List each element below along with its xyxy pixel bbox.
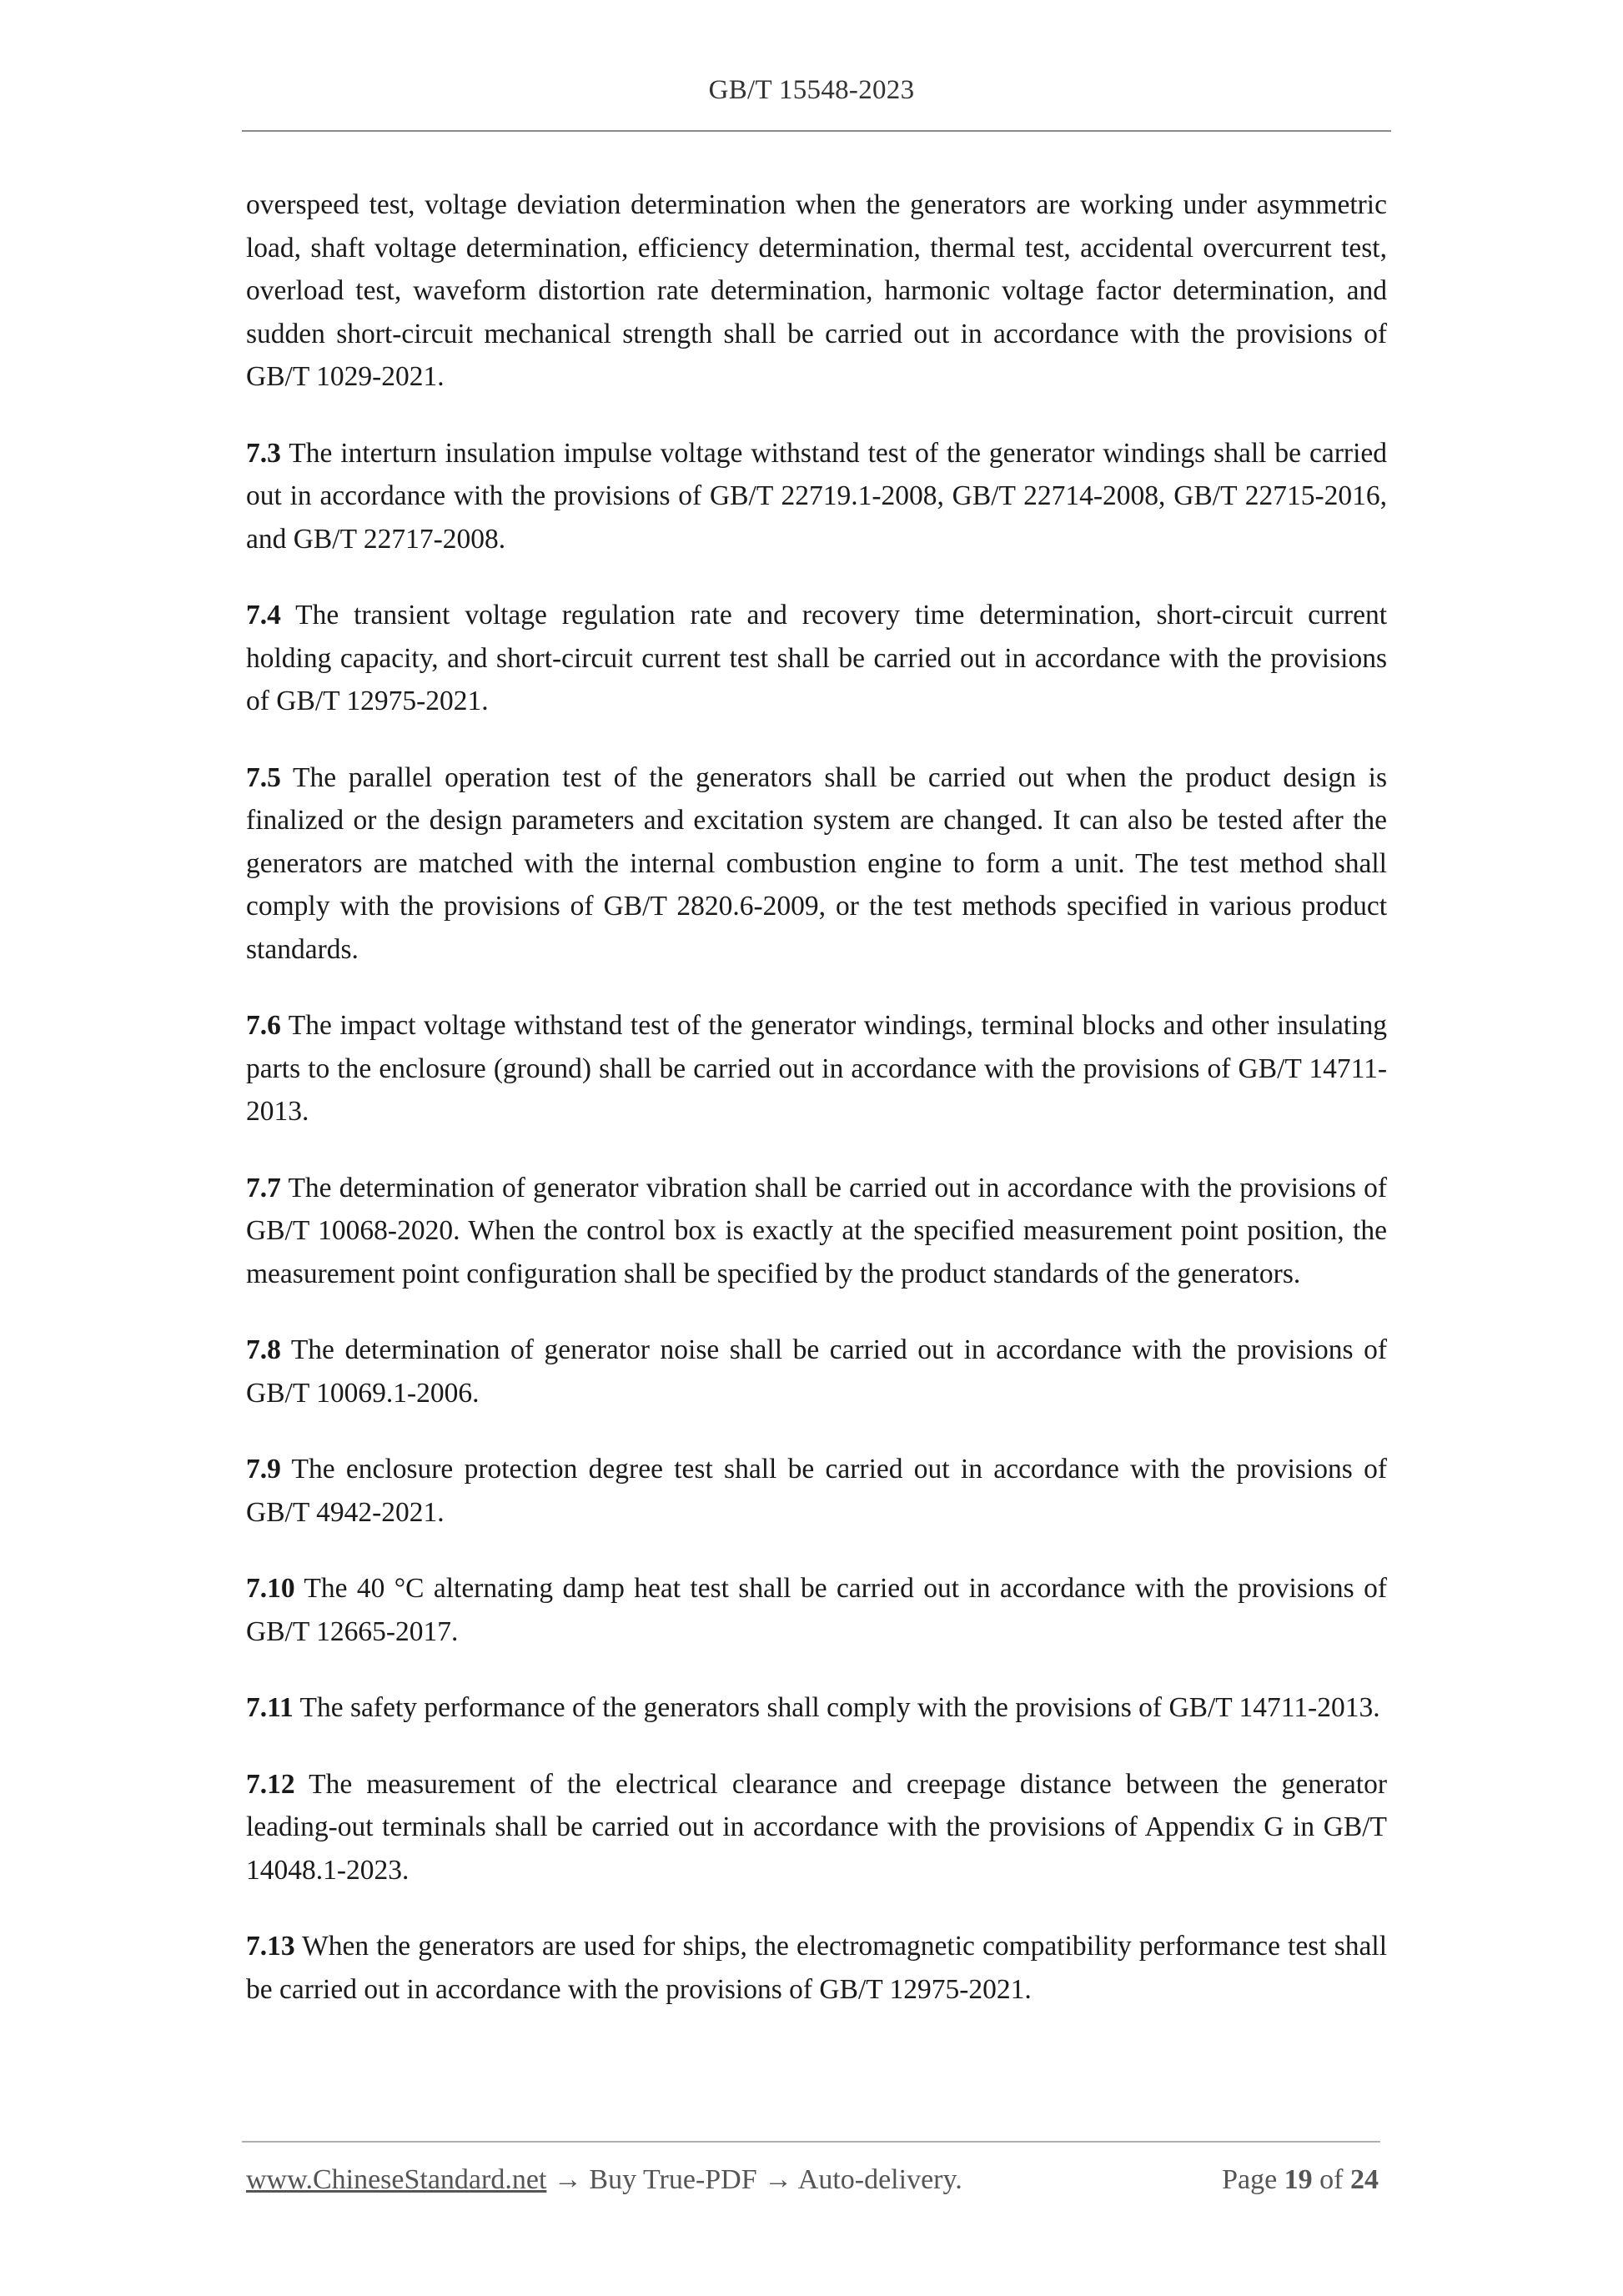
clause-number: 7.6 xyxy=(246,1010,281,1041)
clause-number: 7.4 xyxy=(246,600,281,631)
clause-text: The 40 °C alternating damp heat test shall be carried out in accordance with the provisions of GB/T 12665-2017. xyxy=(246,1573,1387,1647)
page-current: 19 xyxy=(1284,2164,1313,2195)
footer-promo xyxy=(246,2164,962,2196)
website-link[interactable]: www.ChineseStandard.net xyxy=(246,2164,547,2195)
clause-7-6 xyxy=(246,1004,1387,1133)
clause-7-4 xyxy=(246,594,1387,723)
clause-7-8 xyxy=(246,1329,1387,1414)
clause-number: 7.8 xyxy=(246,1334,281,1365)
clause-text: The transient voltage regulation rate and recovery time determination, short-circuit current holding capacity, and short-circuit current test shall be carried out in accordance with the provisions of GB/T 12975-2021. xyxy=(246,600,1387,716)
clause-text: The interturn insulation impulse voltage withstand test of the generator windings shall be carried out in accordance with the provisions of GB/T 22719.1-2008, GB/T 22714-2008, GB/T 22715-2016, and GB/T 22717-2008. xyxy=(246,437,1387,555)
clause-number: 7.5 xyxy=(246,761,281,793)
arrow-right-icon: → xyxy=(756,2164,798,2195)
clause-number: 7.9 xyxy=(246,1454,281,1485)
header-divider xyxy=(242,130,1391,132)
clause-text: The determination of generator vibration shall be carried out in accordance with the provisions of GB/T 10068-2020. When the control box is exactly at the specified measurement point position, the measurement point configuration shall be specified by the product standards of the generators. xyxy=(246,1172,1387,1289)
page-indicator xyxy=(1222,2164,1379,2196)
clause-number: 7.10 xyxy=(246,1573,295,1604)
clause-number: 7.12 xyxy=(246,1768,295,1800)
buy-pdf-text: Buy True-PDF xyxy=(589,2164,757,2195)
clause-7-10 xyxy=(246,1567,1387,1653)
page-header-title: GB/T 15548-2023 xyxy=(708,75,915,105)
clause-7-11 xyxy=(246,1686,1387,1730)
clause-7-12 xyxy=(246,1763,1387,1892)
clause-number: 7.13 xyxy=(246,1931,295,1962)
page-total: 24 xyxy=(1350,2164,1379,2195)
clause-text: The safety performance of the generators shall comply with the provisions of GB/T 14711-2013. xyxy=(293,1692,1380,1723)
clause-text: The measurement of the electrical clearance and creepage distance between the generator leading-out terminals shall be carried out in accordance with the provisions of Appendix G in GB/T 14048.1-2023. xyxy=(246,1768,1387,1886)
footer-divider xyxy=(242,2141,1380,2143)
clause-text: When the generators are used for ships, the electromagnetic compatibility performance test shall be carried out in accordance with the provisions of GB/T 12975-2021. xyxy=(246,1931,1387,2005)
clause-number: 7.11 xyxy=(246,1692,294,1723)
clause-7-3 xyxy=(246,432,1387,561)
paragraph-continuation xyxy=(246,183,1387,399)
paragraph-text: overspeed test, voltage deviation determination when the generators are working under asymmetric load, shaft voltage determination, efficiency determination, thermal test, accidental overcurrent test, overload test, waveform distortion rate determination, harmonic voltage factor determination, and sudden short-circuit mechanical strength shall be carried out in accordance with the provisions of GB/T 1029-2021. xyxy=(246,189,1387,392)
auto-delivery-text: Auto-delivery. xyxy=(797,2164,962,2195)
clause-7-7 xyxy=(246,1167,1387,1296)
arrow-right-icon: → xyxy=(546,2164,590,2195)
clause-number: 7.7 xyxy=(246,1172,281,1203)
page-label: Page xyxy=(1222,2164,1284,2195)
clause-text: The parallel operation test of the generators shall be carried out when the product design is finalized or the design parameters and excitation system are changed. It can also be tested after the generators are matched with the internal combustion engine to form a unit. The test method shall comply with the provisions of GB/T 2820.6-2009, or the test methods specified in various product standards. xyxy=(246,761,1387,965)
document-body xyxy=(246,183,1387,2044)
clause-text: The determination of generator noise shall be carried out in accordance with the provisions of GB/T 10069.1-2006. xyxy=(246,1334,1387,1409)
clause-7-5 xyxy=(246,756,1387,972)
clause-text: The impact voltage withstand test of the generator windings, terminal blocks and other insulating parts to the enclosure (ground) shall be carried out in accordance with the provisions of GB/T 14711-2013. xyxy=(246,1010,1387,1127)
clause-number: 7.3 xyxy=(246,437,281,469)
clause-7-13 xyxy=(246,1925,1387,2011)
clause-text: The enclosure protection degree test shall be carried out in accordance with the provisions of GB/T 4942-2021. xyxy=(246,1454,1387,1528)
of-label: of xyxy=(1312,2164,1350,2195)
page-footer xyxy=(246,2164,1379,2206)
clause-7-9 xyxy=(246,1448,1387,1534)
